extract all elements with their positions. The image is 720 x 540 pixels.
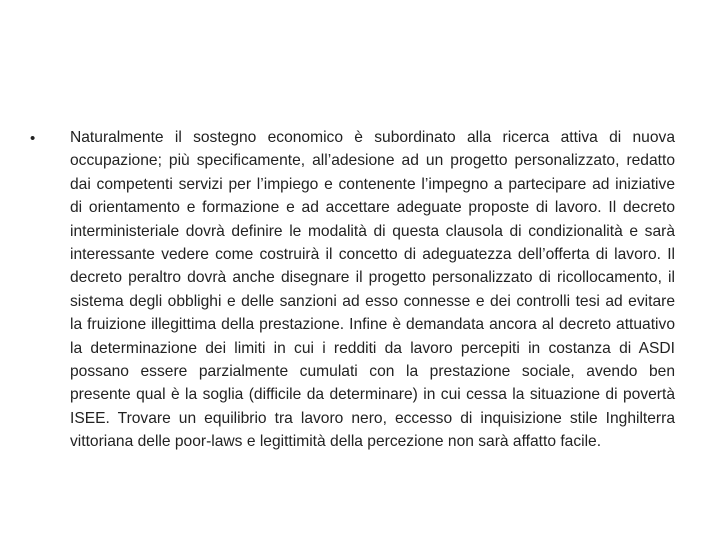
- bullet-paragraph: Naturalmente il sostegno economico è subordinato alla ricerca attiva di nuova occupazione; più specificamente, all’adesione ad un progetto personalizzato, redatto dai competenti servizi per l’impiego e contenente l’impegno a partecipare ad iniziative di orientamento e formazione e ad accettare adeguate proposte di lavoro. Il decreto interministeriale dovrà definire le modalità di questa clausola di condizionalità e sarà interessante vedere come costruirà il concetto di adeguatezza dell’offerta di lavoro. Il decreto peraltro dovrà anche disegnare il progetto personalizzato di ricollocamento, il sistema degli obblighi e delle sanzioni ad esso connesse e dei controlli tesi ad evitare la fruizione illegittima della prestazione. Infine è demandata ancora al decreto attuativo la determinazione dei limiti in cui i redditi da lavoro percepiti in costanza di ASDI possano essere parzialmente cumulati con la prestazione sociale, avendo ben presente qual è la soglia (difficile da determinare) in cui cessa la situazione di povertà ISEE. Trovare un equilibrio tra lavoro nero, eccesso di inquisizione stile Inghilterra vittoriana delle poor-laws e legittimità della percezione non sarà affatto facile.: [70, 129, 675, 451]
- bullet-item: [30, 126, 675, 454]
- bullet-icon: •: [30, 130, 36, 147]
